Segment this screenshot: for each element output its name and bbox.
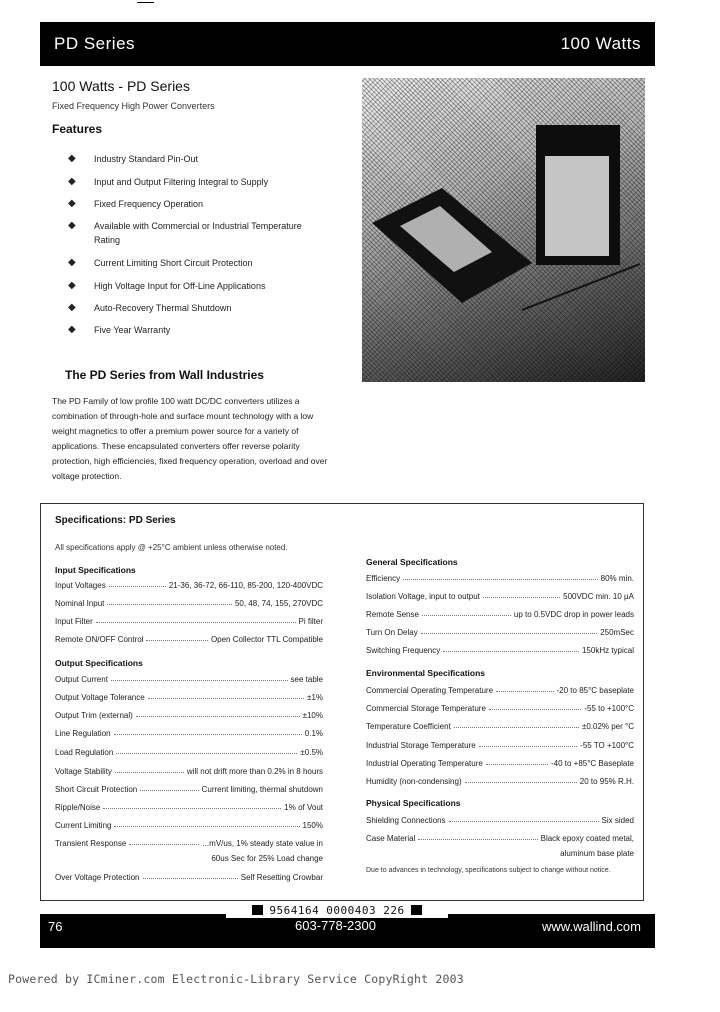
diamond-bullet-icon: ◆ [68,198,76,209]
environmental-specs-heading: Environmental Specifications [366,668,486,678]
barcode-strip [226,902,448,918]
specifications-note: All specifications apply @ +25°C ambient unless otherwise noted. [55,543,288,552]
spec-row: Turn On Delay 250mSec [366,628,634,637]
spec-row: Temperature Coefficient ±0.02% per °C [366,722,634,731]
spec-row: Ripple/Noise 1% of Vout [55,803,323,812]
corner-mark [137,2,154,3]
spec-row: Industrial Storage Temperature -55 TO +100°C [366,741,634,750]
spec-row: Commercial Storage Temperature -55 to +100°C [366,704,634,713]
physical-specs-heading: Physical Specifications [366,798,461,808]
spec-row: Output Trim (external) ±10% [55,711,323,720]
input-specs-heading: Input Specifications [55,565,136,575]
diamond-bullet-icon: ◆ [68,324,76,335]
spec-row-continued: 60us Sec for 25% Load change [211,854,323,863]
spec-row: Remote ON/OFF Control Open Collector TTL Compatible [55,635,323,644]
spec-row: Current Limiting 150% [55,821,323,830]
spec-row: Isolation Voltage, input to output 500VDC min. 10 µA [366,592,634,601]
footer-bar [40,914,655,948]
specifications-title: Specifications: PD Series [55,515,176,526]
spec-row: Case Material Black epoxy coated metal, [366,834,634,843]
spec-row: Transient Response ...mV/us, 1% steady state value in [55,839,323,848]
spec-row: Input Voltages 21-36, 36-72, 66-110, 85-200, 120-400VDC [55,581,323,590]
spec-row: Industrial Operating Temperature -40 to +85°C Baseplate [366,759,634,768]
disclaimer: Due to advances in technology, specifications subject to change without notice. [366,867,611,874]
diamond-bullet-icon: ◆ [68,302,76,313]
spec-row: Commercial Operating Temperature -20 to 85°C baseplate [366,686,634,695]
spec-row: Load Regulation ±0.5% [55,748,323,757]
watermark: Powered by ICminer.com Electronic-Library Service CopyRight 2003 [8,972,464,986]
spec-row: Output Current see table [55,675,323,684]
features-heading: Features [52,122,103,136]
diamond-bullet-icon: ◆ [68,257,76,268]
diamond-bullet-icon: ◆ [68,280,76,291]
spec-row: Short Circuit Protection Current limiting, thermal shutdown [55,785,323,794]
spec-row-continued: aluminum base plate [560,849,634,858]
spec-row: Voltage Stability will not drift more than 0.2% in 8 hours [55,767,323,776]
phone-number: 603-778-2300 [295,918,376,933]
product-photo [362,78,645,382]
spec-row: Line Regulation 0.1% [55,729,323,738]
general-specs-heading: General Specifications [366,557,458,567]
about-text: The PD Family of low profile 100 watt DC/DC converters utilizes a combination of through-hole and surface mount technology with a low weight magnetics to offer a premium power source for a variety of applications. These encapsulated converters offer reverse polarity protection, high efficiencies, fixed frequency operation, overload and over voltage protection. [52,396,328,481]
barcode-block-icon [252,905,263,915]
spec-row: Shielding Connections Six sided [366,816,634,825]
barcode-number: 9564164 0000403 226 [269,903,405,917]
series-title: PD Series [54,34,136,53]
converter-illustration [362,78,645,382]
spec-row: Switching Frequency 150kHz typical [366,646,634,655]
spec-row: Over Voltage Protection Self Resetting Crowbar [55,873,323,882]
product-subtitle: Fixed Frequency High Power Converters [52,101,215,111]
header-bar [40,22,655,66]
spec-row: Efficiency 80% min. [366,574,634,583]
spec-row: Remote Sense up to 0.5VDC drop in power leads [366,610,634,619]
barcode-block-icon [411,905,422,915]
product-title: 100 Watts - PD Series [52,78,190,94]
converter-label [545,156,609,256]
page-number: 76 [48,919,63,934]
diamond-bullet-icon: ◆ [68,153,76,164]
output-specs-heading: Output Specifications [55,658,143,668]
about-heading: The PD Series from Wall Industries [65,368,264,382]
website: www.wallind.com [542,919,641,934]
diamond-bullet-icon: ◆ [68,220,76,231]
wattage-title: 100 Watts [560,34,641,53]
lead-wire [522,264,640,310]
spec-row: Output Voltage Tolerance ±1% [55,693,323,702]
spec-row: Nominal Input 50, 48, 74, 155, 270VDC [55,599,323,608]
diamond-bullet-icon: ◆ [68,176,76,187]
spec-row: Humidity (non-condensing) 20 to 95% R.H. [366,777,634,786]
spec-row: Input Filter Pi filter [55,617,323,626]
